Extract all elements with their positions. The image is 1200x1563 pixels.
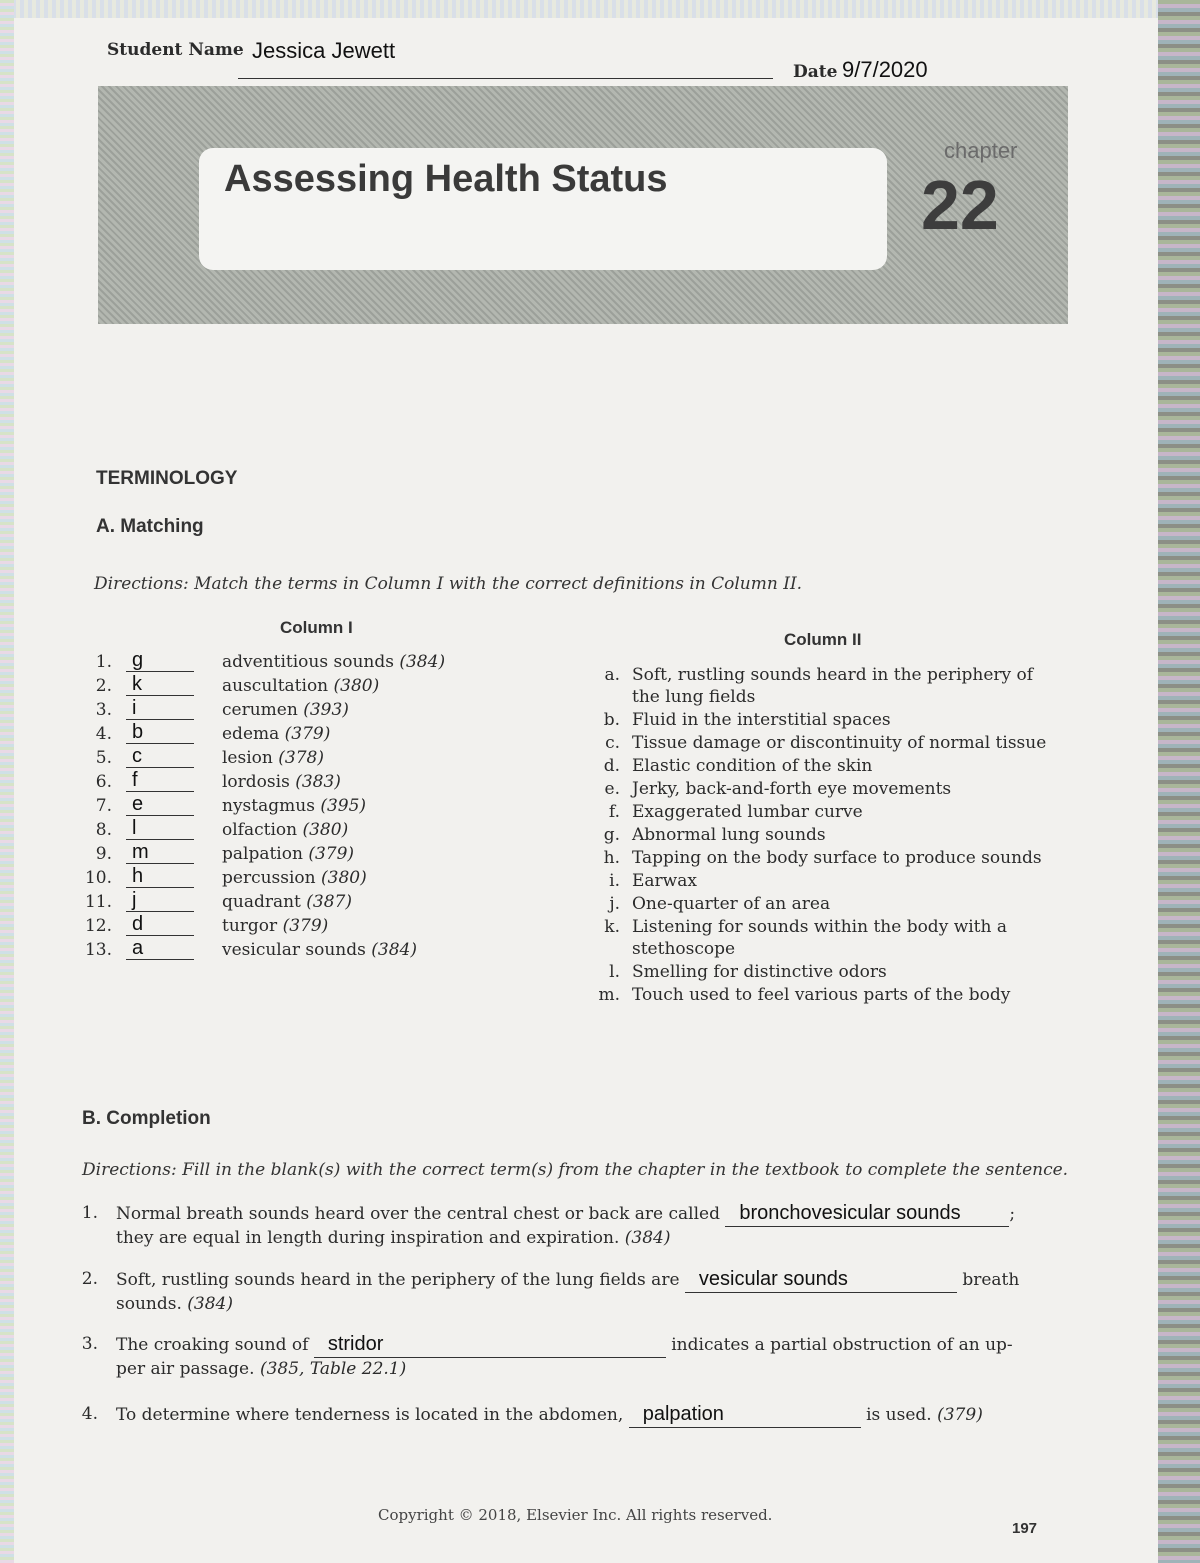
completion-item [76,1202,1056,1250]
terminology-heading: TERMINOLOGY [96,468,238,489]
column-2-row [592,801,1062,823]
item-number: 4. [81,1404,98,1424]
column-1-row [82,914,502,938]
answer-value: bronchovesicular sounds [739,1202,961,1224]
column-1-row [82,722,502,746]
term-name: lordosis [222,772,290,792]
term-number: 8. [95,820,112,840]
definition-letter: g. [603,825,620,845]
definition-letter: h. [603,848,620,868]
column-2-row [592,755,1062,777]
term-text [222,770,341,794]
definition-letter: d. [603,756,620,776]
answer-blank[interactable]: g [126,650,194,672]
definition-text: Earwax [632,871,697,891]
student-name-label: Student Name [107,40,244,60]
copyright-notice: Copyright © 2018, Elsevier Inc. All rights reserved. [378,1506,773,1524]
column-2-row [592,961,1062,983]
item-text: The croaking sound of [116,1335,309,1355]
item-text-line2: sounds. [116,1294,182,1314]
column-2-row [592,870,1062,892]
answer-blank[interactable]: j [126,890,194,912]
item-text: Soft, rustling sounds heard in the periphery of the lung fields are [116,1270,680,1290]
column-2-row [592,824,1062,846]
definition-text: Touch used to feel various parts of the body [632,985,1011,1005]
term-name: cerumen [222,700,298,720]
answer-blank[interactable]: m [126,842,194,864]
term-number: 12. [84,916,112,936]
answer-blank[interactable]: e [126,794,194,816]
definition-letter: f. [608,802,620,822]
term-number: 6. [95,772,112,792]
term-name: vesicular sounds [222,940,366,960]
definition-text: One-quarter of an area [632,894,831,914]
term-page-ref: (384) [371,940,417,960]
item-number: 1. [81,1203,98,1223]
term-page-ref: (387) [306,892,353,912]
answer-blank[interactable] [629,1403,861,1428]
column-1-row [82,650,502,674]
column-1-row [82,842,502,866]
item-reference: (384) [187,1294,233,1314]
term-text [222,866,367,890]
term-number: 3. [95,700,112,720]
term-text [222,890,352,914]
student-name-value: Jessica Jewett [252,38,396,63]
answer-value: vesicular sounds [698,1268,848,1290]
answer-blank[interactable]: i [126,698,194,720]
term-page-ref: (380) [321,868,367,888]
item-reference: (385, Table 22.1) [259,1359,407,1379]
item-text-line2: per air passage. [116,1359,255,1379]
completion-item [76,1333,1056,1381]
column-2-row [592,732,1062,754]
term-text [222,650,445,674]
answer-blank[interactable] [685,1268,957,1293]
term-name: nystagmus [222,796,315,816]
definition-letter: l. [609,962,620,982]
term-page-ref: (379) [284,724,331,744]
item-reference: (379) [937,1405,983,1425]
term-page-ref: (393) [303,700,349,720]
column-1-row [82,794,502,818]
definition-text: Exaggerated lumbar curve [632,802,863,822]
column-2-heading: Column II [784,630,862,649]
definition-text: Soft, rustling sounds heard in the periphery of the lung fields [632,665,1034,707]
column-1-row [82,746,502,770]
answer-blank[interactable]: d [126,914,194,936]
term-name: auscultation [222,676,329,696]
column-1-row [82,890,502,914]
item-text: Normal breath sounds heard over the central chest or back are called [116,1204,720,1224]
answer-blank[interactable]: k [126,674,194,696]
column-1-row [82,938,502,962]
term-text [222,842,354,866]
definition-text: Elastic condition of the skin [632,756,873,776]
term-name: palpation [222,844,303,864]
date-label: Date [793,62,838,82]
item-text-after: breath [962,1270,1020,1290]
definition-letter: k. [604,917,620,937]
scan-edge-right [1158,0,1200,1563]
column-2-row [592,709,1062,731]
answer-blank[interactable]: b [126,722,194,744]
term-text [222,722,330,746]
item-text-line2: they are equal in length during inspiration and expiration. [116,1228,620,1248]
scan-edge-left [0,0,14,1563]
completion-directions: Directions: Fill in the blank(s) with the correct term(s) from the chapter in the textbook to complete the sentence. [82,1160,1069,1180]
term-name: turgor [222,916,278,936]
definition-letter: e. [604,779,620,799]
term-name: olfaction [222,820,298,840]
column-1-row [82,770,502,794]
completion-item [76,1268,1056,1316]
matching-directions: Directions: Match the terms in Column I with the correct definitions in Column II. [94,574,803,594]
term-text [222,938,417,962]
column-2-row [592,984,1062,1006]
scan-edge-top [0,0,1200,18]
definition-letter: c. [605,733,620,753]
page-number: 197 [1012,1520,1038,1537]
term-page-ref: (380) [302,820,349,840]
column-2-row [592,916,1062,960]
term-page-ref: (379) [282,916,329,936]
definition-letter: i. [609,871,620,891]
item-reference: (384) [624,1228,671,1248]
term-page-ref: (380) [333,676,380,696]
chapter-label: chapter [944,138,1018,163]
term-name: adventitious sounds [222,652,394,672]
term-text [222,746,324,770]
definition-letter: a. [604,665,620,685]
definition-text: Fluid in the interstitial spaces [632,710,891,730]
term-number: 13. [84,940,112,960]
term-text [222,674,379,698]
definition-text: Tapping on the body surface to produce sounds [632,848,1042,868]
matching-heading: A. Matching [96,516,204,537]
column-2-row [592,664,1062,708]
chapter-title: Assessing Health Status [224,158,668,200]
definition-letter: b. [603,710,620,730]
item-number: 2. [81,1269,98,1289]
term-number: 5. [95,748,112,768]
term-page-ref: (383) [295,772,341,792]
answer-value: stridor [327,1333,384,1355]
answer-blank[interactable]: l [126,818,194,840]
item-text: To determine where tenderness is located in the abdomen, [116,1405,624,1425]
definition-text: Abnormal lung sounds [632,825,826,845]
term-number: 4. [95,724,112,744]
definition-letter: m. [598,985,620,1005]
term-page-ref: (379) [308,844,355,864]
answer-blank[interactable] [725,1202,1009,1227]
term-page-ref: (378) [278,748,324,768]
column-1-row [82,818,502,842]
column-2-list [592,664,1062,1007]
completion-heading: B. Completion [82,1108,211,1129]
term-page-ref: (384) [399,652,446,672]
definition-text: Smelling for distinctive odors [632,962,887,982]
column-2-row [592,778,1062,800]
chapter-number: 22 [921,166,999,244]
term-number: 7. [95,796,112,816]
definition-text: Listening for sounds within the body with a stethoscope [632,917,1008,959]
term-number: 10. [84,868,112,888]
term-number: 1. [95,652,112,672]
answer-blank[interactable]: a [126,938,194,960]
term-number: 9. [95,844,112,864]
term-text [222,818,348,842]
column-1-heading: Column I [280,618,353,637]
term-text [222,794,366,818]
item-number: 3. [81,1334,98,1354]
item-text-after: is used. [866,1405,932,1425]
term-name: edema [222,724,280,744]
answer-blank[interactable]: h [126,866,194,888]
term-number: 11. [84,892,112,912]
column-1-row [82,866,502,890]
answer-blank[interactable]: c [126,746,194,768]
term-name: percussion [222,868,316,888]
answer-blank[interactable]: f [126,770,194,792]
column-1-row [82,674,502,698]
definition-letter: j. [609,894,620,914]
term-page-ref: (395) [320,796,367,816]
term-name: lesion [222,748,273,768]
column-1-row [82,698,502,722]
completion-item [76,1403,1056,1428]
answer-value: palpation [642,1403,724,1425]
item-text-after: ; [1009,1204,1016,1224]
column-1-list [82,650,502,962]
column-2-row [592,847,1062,869]
answer-blank[interactable] [314,1333,666,1358]
date-value: 9/7/2020 [842,57,928,82]
definition-text: Tissue damage or discontinuity of normal tissue [632,733,1047,753]
item-text-after: indicates a partial obstruction of an up- [671,1335,1013,1355]
term-name: quadrant [222,892,301,912]
term-number: 2. [95,676,112,696]
term-text [222,698,349,722]
column-2-row [592,893,1062,915]
definition-text: Jerky, back-and-forth eye movements [632,779,952,799]
term-text [222,914,328,938]
